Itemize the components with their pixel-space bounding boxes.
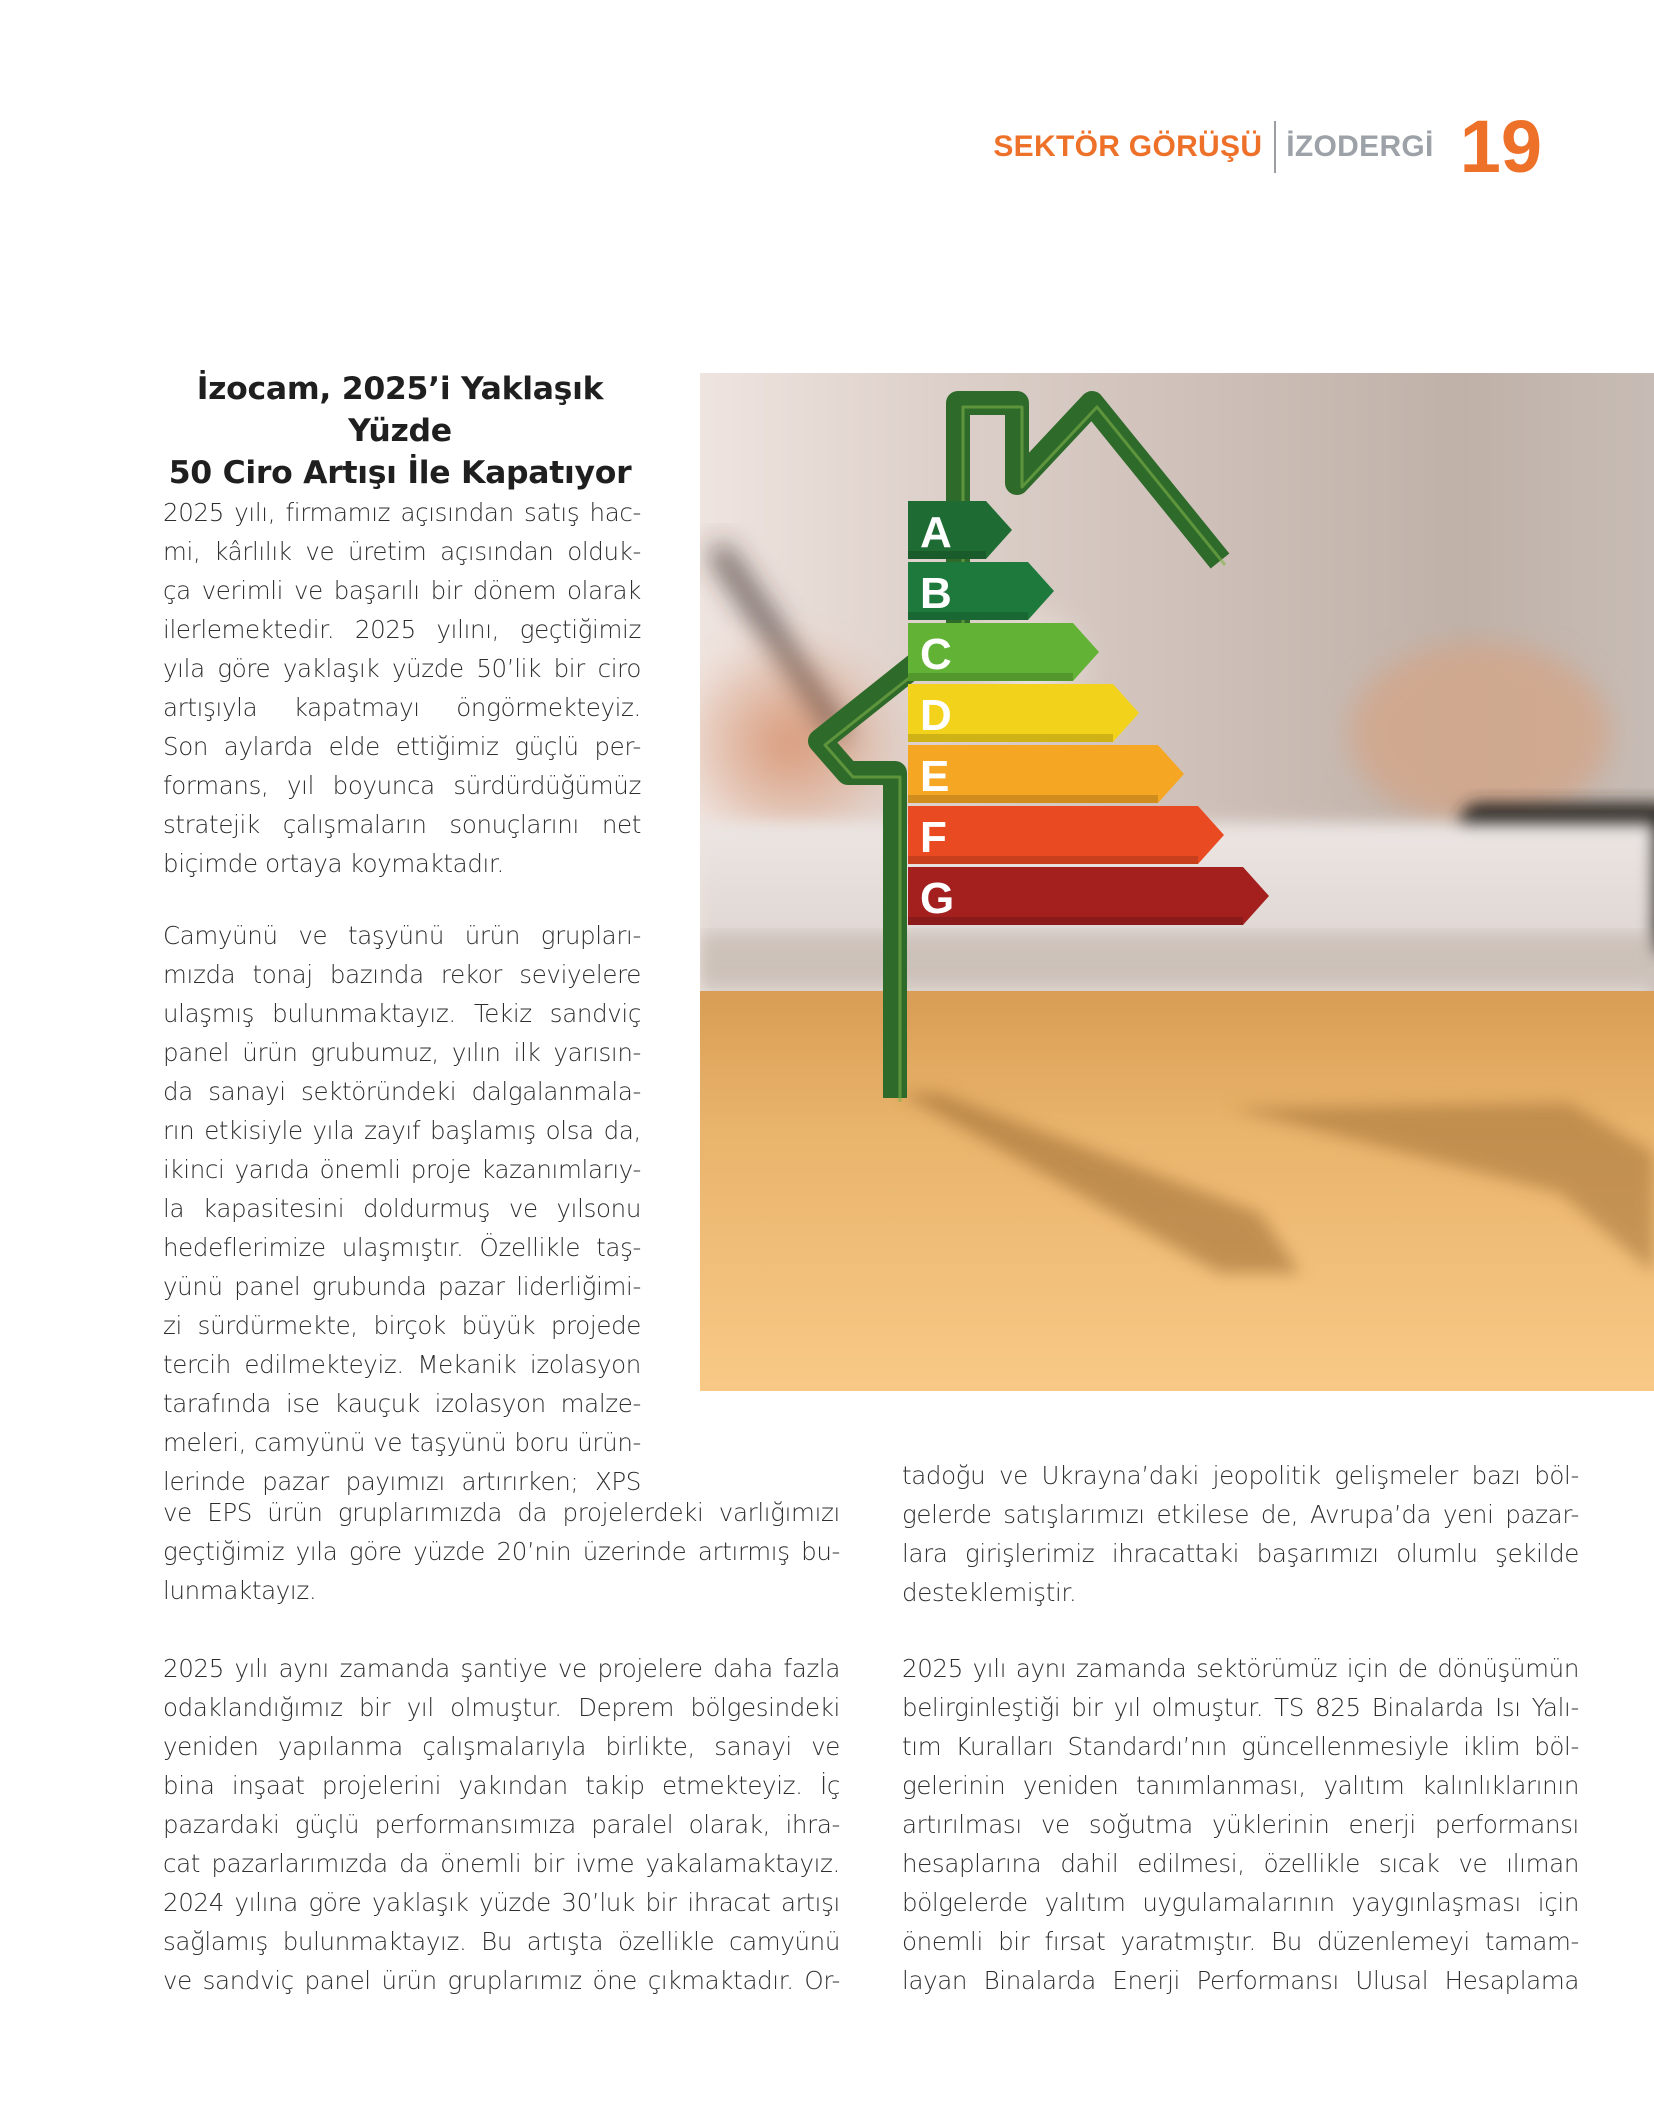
text-line: 2024 yılına göre yaklaşık yüzde 30’luk bir ihracat artışı (163, 1888, 840, 1917)
section-name: SEKTÖR GÖRÜŞÜ (993, 130, 1263, 163)
paragraph-1 (163, 493, 641, 883)
page-number: 19 (1459, 105, 1542, 188)
text-line: bölgelerde yalıtım uygulamalarının yaygınlaşması için (902, 1888, 1579, 1917)
energy-bar-letter: C (920, 630, 952, 679)
paragraph-4 (902, 1456, 1579, 1612)
energy-bar-d (908, 684, 1139, 742)
energy-bar-letter: G (920, 874, 955, 923)
text-line: biçimde ortaya koymaktadır. (163, 849, 504, 878)
paragraph-3 (163, 1649, 840, 2000)
text-line: belirginleştiği bir yıl olmuştur. TS 825 Binalarda Isı Yalı- (902, 1693, 1579, 1722)
text-line: cat pazarlarımızda da önemli bir ivme yakalamaktayız. (163, 1849, 840, 1878)
text-line: ilerlemektedir. 2025 yılını, geçtiğimiz (163, 615, 641, 644)
text-line: Camyünü ve taşyünü ürün grupları- (163, 921, 641, 950)
text-line: artırılması ve soğutma yüklerinin enerji performansı (902, 1810, 1579, 1839)
energy-bar-e (908, 745, 1184, 803)
energy-bar-f (908, 806, 1224, 864)
text-line: tarafında ise kauçuk izolasyon malze- (163, 1389, 641, 1418)
text-line: ulaşmış bulunmaktayız. Tekiz sandviç (163, 999, 641, 1028)
text-line: formans, yıl boyunca sürdürdüğümüz (163, 771, 641, 800)
text-line: yünü panel grubunda pazar liderliğimi- (163, 1272, 641, 1301)
text-line: la kapasitesini doldurmuş ve yılsonu (163, 1194, 641, 1223)
header-divider (1274, 121, 1276, 173)
text-line: pazardaki güçlü performansımıza paralel olarak, ihra- (163, 1810, 840, 1839)
text-line: hesaplarına dahil edilmesi, özellikle sıcak ve ılıman (902, 1849, 1579, 1878)
energy-bar-letter: B (920, 569, 952, 618)
text-line: gelerinin yeniden tanımlanması, yalıtım kalınlıklarının (902, 1771, 1579, 1800)
text-line: geçtiğimiz yıla göre yüzde 20’nin üzerinde artırmış bu- (163, 1537, 840, 1566)
magazine-name: İZODERGİ (1286, 130, 1434, 163)
text-line: Son aylarda elde ettiğimiz güçlü per- (163, 732, 641, 761)
text-line: layan Binalarda Enerji Performansı Ulusal Hesaplama (902, 1966, 1579, 1995)
text-line: lunmaktayız. (163, 1576, 317, 1605)
article-title (150, 368, 650, 494)
text-line: rın etkisiyle yıla zayıf başlamış olsa da, (163, 1116, 641, 1145)
text-line: ve sandviç panel ürün gruplarımız öne çıkmaktadır. Or- (163, 1966, 840, 1995)
paragraph-2 (163, 916, 641, 1501)
text-line: ve EPS ürün gruplarımızda da projelerdeki varlığımızı (163, 1498, 840, 1527)
text-line: desteklemiştir. (902, 1578, 1077, 1607)
text-line: 2025 yılı, firmamız açısından satış hac- (163, 498, 641, 527)
title-line: 50 Ciro Artışı İle Kapatıyor (168, 455, 632, 491)
text-line: zi sürdürmekte, birçok büyük projede (163, 1311, 641, 1340)
page-header (993, 105, 1542, 188)
energy-bar-letter: F (920, 813, 947, 862)
text-line: da sanayi sektöründeki dalgalanmala- (163, 1077, 641, 1106)
text-line: meleri, camyünü ve taşyünü boru ürün- (163, 1428, 641, 1457)
text-line: sağlamış bulunmaktayız. Bu artışta özellikle camyünü (163, 1927, 840, 1956)
text-line: tadoğu ve Ukrayna’daki jeopolitik gelişmeler bazı böl- (902, 1461, 1579, 1490)
title-line: İzocam, 2025’i Yaklaşık Yüzde (196, 371, 604, 449)
energy-bar-c (908, 623, 1099, 681)
text-line: lara girişlerimiz ihracattaki başarımızı olumlu şekilde (902, 1539, 1579, 1568)
text-line: 2025 yılı aynı zamanda sektörümüz için de dönüşümün (902, 1654, 1579, 1683)
text-line: bina inşaat projelerini yakından takip etmekteyiz. İç (163, 1771, 840, 1800)
text-line: mızda tonaj bazında rekor seviyelere (163, 960, 641, 989)
text-line: artışıyla kapatmayı öngörmekteyiz. (163, 693, 641, 722)
blurred-hand-right (1350, 643, 1610, 823)
text-line: 2025 yılı aynı zamanda şantiye ve projelere daha fazla (163, 1654, 840, 1683)
text-line: hedeflerimize ulaşmıştır. Özellikle taş- (163, 1233, 641, 1262)
text-line: stratejik çalışmaların sonuçlarını net (163, 810, 641, 839)
text-line: panel ürün grubumuz, yılın ilk yarısın- (163, 1038, 641, 1067)
text-line: yeniden yapılanma çalışmalarıyla birlikte, sanayi ve (163, 1732, 840, 1761)
text-line: lerinde pazar payımızı artırırken; XPS (163, 1467, 641, 1496)
energy-bar-letter: A (920, 508, 952, 557)
energy-bar-g (908, 867, 1269, 925)
text-line: mi, kârlılık ve üretim açısından olduk- (163, 537, 641, 566)
text-line: ikinci yarıda önemli proje kazanımlarıy- (163, 1155, 641, 1184)
energy-bar-letter: E (920, 752, 950, 801)
text-line: tercih edilmekteyiz. Mekanik izolasyon (163, 1350, 641, 1379)
text-line: yıla göre yaklaşık yüzde 50’lik bir ciro (163, 654, 641, 683)
paragraph-5 (902, 1649, 1579, 2000)
text-line: tım Kuralları Standardı’nın güncellenmesiyle iklim böl- (902, 1732, 1579, 1761)
article-photo (700, 373, 1654, 1391)
paragraph-2-continued (163, 1493, 840, 1610)
text-line: odaklandığımız bir yıl olmuştur. Deprem bölgesindeki (163, 1693, 840, 1722)
energy-house-illustration (700, 373, 1654, 1391)
text-line: ça verimli ve başarılı bir dönem olarak (163, 576, 641, 605)
text-line: önemli bir fırsat yaratmıştır. Bu düzenlemeyi tamam- (902, 1927, 1579, 1956)
energy-bar-letter: D (920, 691, 952, 740)
text-line: gelerde satışlarımızı etkilese de, Avrupa’da yeni pazar- (902, 1500, 1579, 1529)
energy-bar-b (908, 562, 1054, 620)
